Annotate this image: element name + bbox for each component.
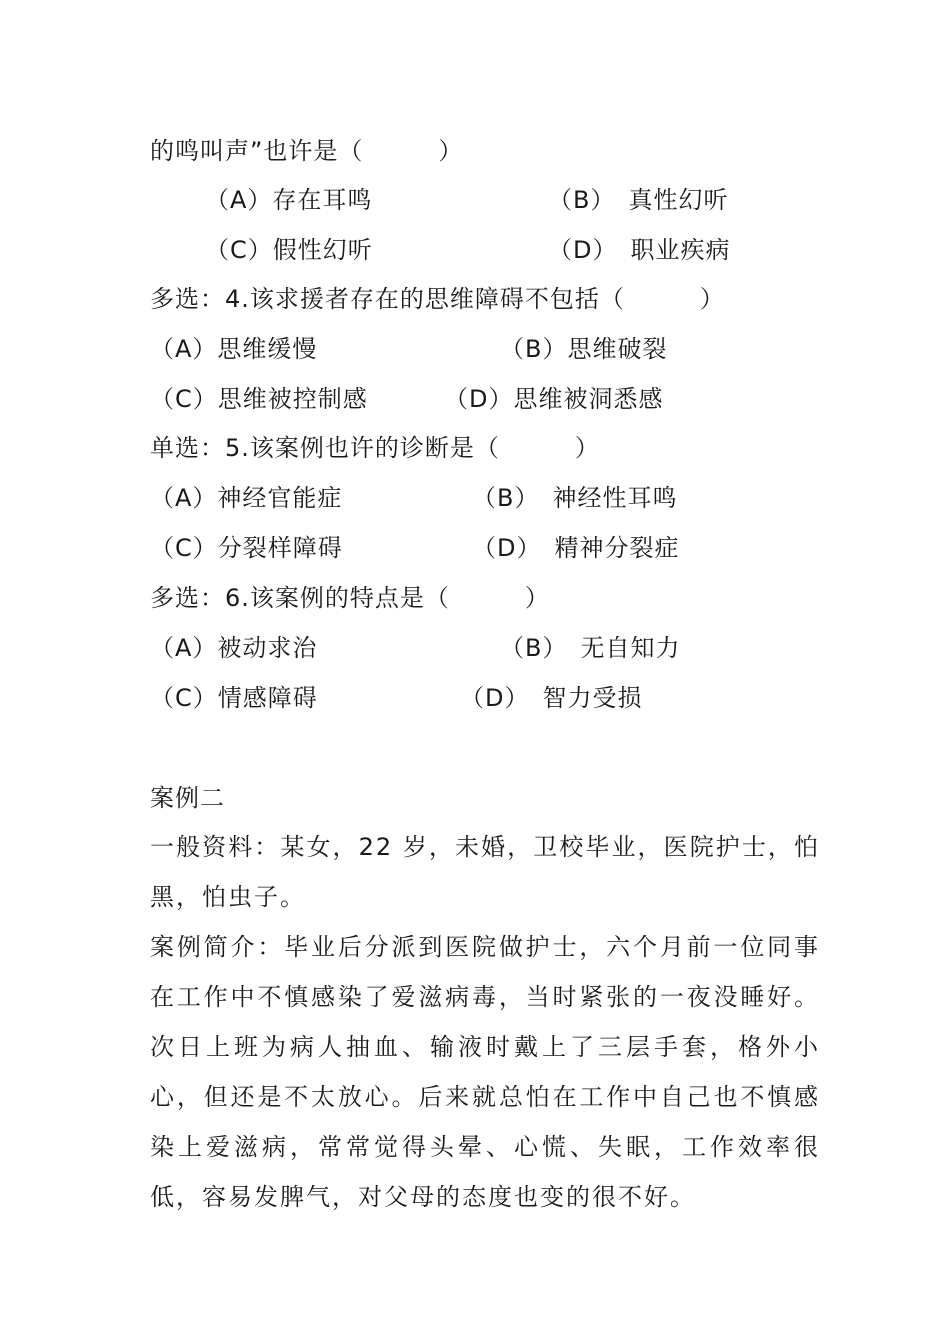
- q6-option-b: （B） 无自知力: [500, 634, 681, 662]
- q4-option-a: （A）思维缓慢: [150, 335, 318, 363]
- q3-option-c: （C）假性幻听: [205, 236, 373, 264]
- q6-option-a: （A）被动求治: [150, 634, 318, 662]
- case2-title: 案例二: [150, 784, 225, 812]
- q3-option-a: （A）存在耳鸣: [205, 186, 373, 214]
- q5-option-c: （C）分裂样障碍: [150, 534, 343, 562]
- q4-option-b: （B）思维破裂: [500, 335, 668, 363]
- q6-option-d: （D） 智力受损: [460, 684, 643, 712]
- q3-stem-tail: 的鸣叫声”也许是（ ）: [150, 137, 464, 165]
- q5-option-a: （A）神经官能症: [150, 484, 343, 512]
- q4-option-c: （C）思维被控制感: [150, 385, 368, 413]
- q3-option-d: （D） 职业疾病: [548, 236, 731, 264]
- q5-stem: 单选：5.该案例也许的诊断是（ ）: [150, 434, 600, 462]
- q3-option-b: （B） 真性幻听: [548, 186, 729, 214]
- q5-option-b: （B） 神经性耳鸣: [472, 484, 678, 512]
- q4-option-d: （D）思维被洞悉感: [444, 385, 664, 413]
- case2-general-info: 一般资料：某女，22 岁，未婚，卫校毕业，医院护士，怕黑，怕虫子。: [150, 833, 820, 911]
- q6-option-c: （C）情感障碍: [150, 684, 318, 712]
- case2-intro: 案例简介：毕业后分派到医院做护士，六个月前一位同事在工作中不慎感染了爱滋病毒，当时紧张的一夜没睡好。次日上班为病人抽血、输液时戴上了三层手套，格外小心，但还是不太放心。后来就总怕在工作中自己也不慎感染上爱滋病，常常觉得头晕、心慌、失眠，工作效率很低，容易发脾气，对父母的态度也变的很不好。: [150, 933, 820, 1211]
- q5-option-d: （D） 精神分裂症: [472, 534, 680, 562]
- q6-stem: 多选：6.该案例的特点是（ ）: [150, 584, 550, 612]
- q4-stem: 多选：4.该求援者存在的思维障碍不包括（ ）: [150, 285, 725, 313]
